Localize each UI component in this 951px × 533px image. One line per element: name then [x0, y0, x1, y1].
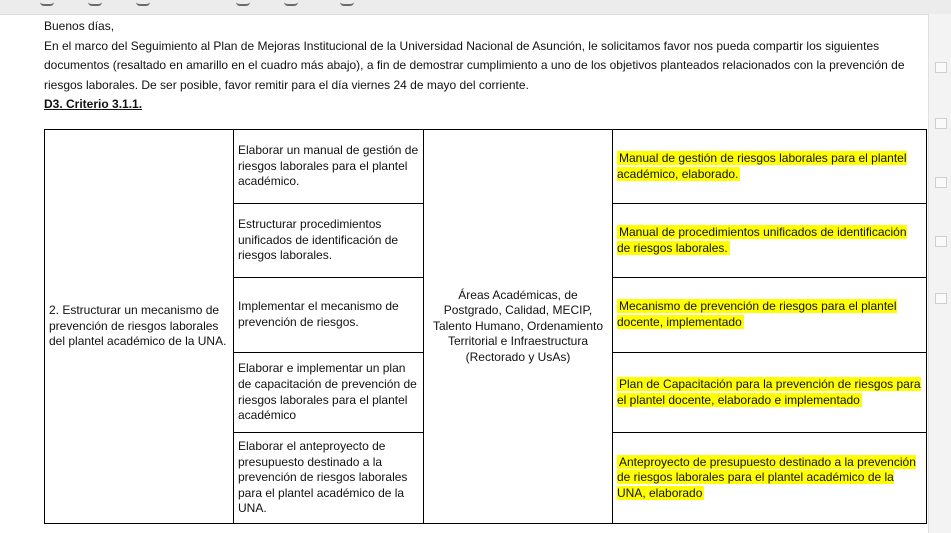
toolbar-icon[interactable]	[340, 0, 354, 6]
criterion-heading: D3. Criterio 3.1.1.	[44, 97, 143, 111]
highlighted-evidence: Anteproyecto de presupuesto destinado a la prevención de riesgos laborales para el plantel académico de la UNA, elaborado	[617, 454, 916, 500]
evidence-cell	[613, 204, 927, 278]
improvement-plan-table	[44, 129, 927, 524]
action-cell: Elaborar el anteproyecto de presupuesto destinado a la prevención de riesgos laborales para el plantel académico de la UNA.	[234, 433, 424, 524]
side-panel-icon[interactable]	[935, 62, 947, 73]
action-cell: Implementar el mecanismo de prevención de riesgos.	[234, 278, 424, 353]
highlighted-evidence: Manual de gestión de riesgos laborales para el plantel académico, elaborado.	[617, 150, 907, 181]
right-side-panel	[928, 14, 951, 533]
side-panel-icon[interactable]	[935, 177, 947, 188]
body-paragraph: En el marco del Seguimiento al Plan de Mejoras Institucional de la Universidad Nacional de Asunción, le solicitamos favor nos pueda compartir los siguientes documentos (resaltado en amarillo en el cuadro más abajo), a fin de demostrar cumplimiento a uno de los objetivos planteados relacionados con la prevención de riesgos laborales. De ser posible, favor remitir para el día viernes 24 de mayo del corriente.	[44, 38, 905, 92]
toolbar-icon[interactable]	[88, 0, 102, 6]
action-cell: Elaborar e implementar un plan de capacitación de prevención de riesgos laborales para el plantel académico	[234, 353, 424, 433]
objective-cell: 2. Estructurar un mecanismo de prevención de riesgos laborales del plantel académico de la UNA.	[45, 130, 234, 524]
action-cell: Elaborar un manual de gestión de riesgos laborales para el plantel académico.	[234, 130, 424, 204]
email-body	[44, 17, 924, 115]
evidence-cell	[613, 433, 927, 524]
action-cell: Estructurar procedimientos unificados de identificación de riesgos laborales.	[234, 204, 424, 278]
toolbar-icon[interactable]	[136, 0, 150, 6]
toolbar-icon[interactable]	[236, 0, 250, 6]
side-panel-icon[interactable]	[935, 293, 947, 304]
toolbar-icon[interactable]	[284, 0, 298, 6]
window-top-strip	[0, 0, 951, 15]
highlighted-evidence: Mecanismo de prevención de riesgos para el plantel docente, implementado	[617, 299, 897, 329]
evidence-cell	[613, 353, 927, 433]
table-row	[45, 130, 927, 204]
evidence-cell	[613, 278, 927, 353]
toolbar-icon[interactable]	[40, 0, 54, 6]
evidence-cell	[613, 130, 927, 204]
highlighted-evidence: Plan de Capacitación para la prevención de riesgos para el plantel docente, elaborado e implementado	[617, 376, 921, 407]
side-panel-icon[interactable]	[935, 118, 947, 129]
highlighted-evidence: Manual de procedimientos unificados de identificación de riesgos laborales.	[617, 224, 907, 255]
responsible-cell: Áreas Académicas, de Postgrado, Calidad, MECIP, Talento Humano, Ordenamiento Territorial e Infraestructura (Rectorado y UsAs)	[424, 130, 613, 524]
side-panel-icon[interactable]	[935, 236, 947, 247]
greeting: Buenos días,	[44, 19, 115, 33]
